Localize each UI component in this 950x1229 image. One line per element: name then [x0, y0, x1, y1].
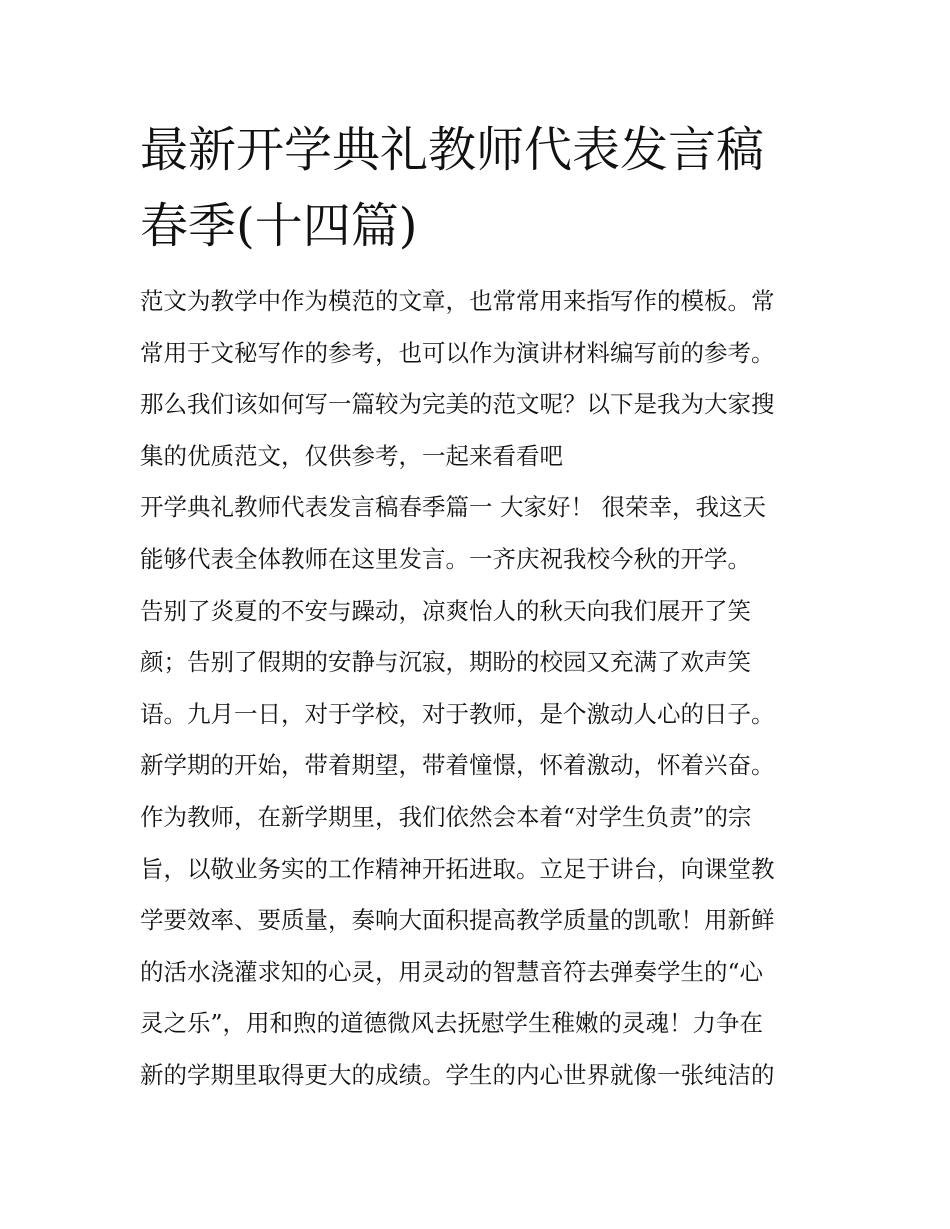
- body-line: 能够代表全体教师在这里发言。一齐庆祝我校今秋的开学。: [140, 544, 751, 573]
- body-line: 新的学期里取得更大的成绩。学生的内心世界就像一张纯洁的: [140, 1060, 775, 1089]
- body-line: 灵之乐”，用和煦的道德微风去抚慰学生稚嫩的灵魂！力争在: [140, 1009, 764, 1038]
- body-line: 范文为教学中作为模范的文章，也常常用来指写作的模板。常: [140, 287, 775, 315]
- body-line: 学要效率、要质量，奏响大面积提高教学质量的凯歌！用新鲜: [140, 906, 775, 935]
- body-line: 语。九月一日，对于学校，对于教师，是个激动人心的日子。: [140, 699, 775, 728]
- body-line: 颜；告别了假期的安静与沉寂，期盼的校园又充满了欢声笑: [140, 648, 751, 677]
- body-line: 集的优质范文，仅供参考，一起来看看吧: [140, 441, 563, 470]
- title-line: 春季(十四篇): [140, 198, 418, 254]
- body-line: 常用于文秘写作的参考，也可以作为演讲材料编写前的参考。: [140, 338, 775, 367]
- body-line: 旨，以敬业务实的工作精神开拓进取。立足于讲台，向课堂教: [140, 854, 775, 883]
- body-line: 告别了炎夏的不安与躁动，凉爽怡人的秋天向我们展开了笑: [140, 596, 751, 625]
- document-title: [140, 112, 840, 264]
- document-body: [140, 278, 830, 1104]
- body-line: 作为教师，在新学期里，我们依然会本着“对学生负责”的宗: [140, 802, 752, 831]
- title-line: 最新开学典礼教师代表发言稿: [140, 122, 765, 178]
- body-line: 开学典礼教师代表发言稿春季篇一 大家好！ 很荣幸，我这天: [140, 493, 766, 522]
- body-line: 新学期的开始，带着期望，带着憧憬，怀着激动，怀着兴奋。: [140, 751, 775, 780]
- body-line: 的活水浇灌求知的心灵，用灵动的智慧音符去弹奏学生的“心: [140, 957, 764, 986]
- body-line: 那么我们该如何写一篇较为完美的范文呢？以下是我为大家搜: [140, 390, 775, 419]
